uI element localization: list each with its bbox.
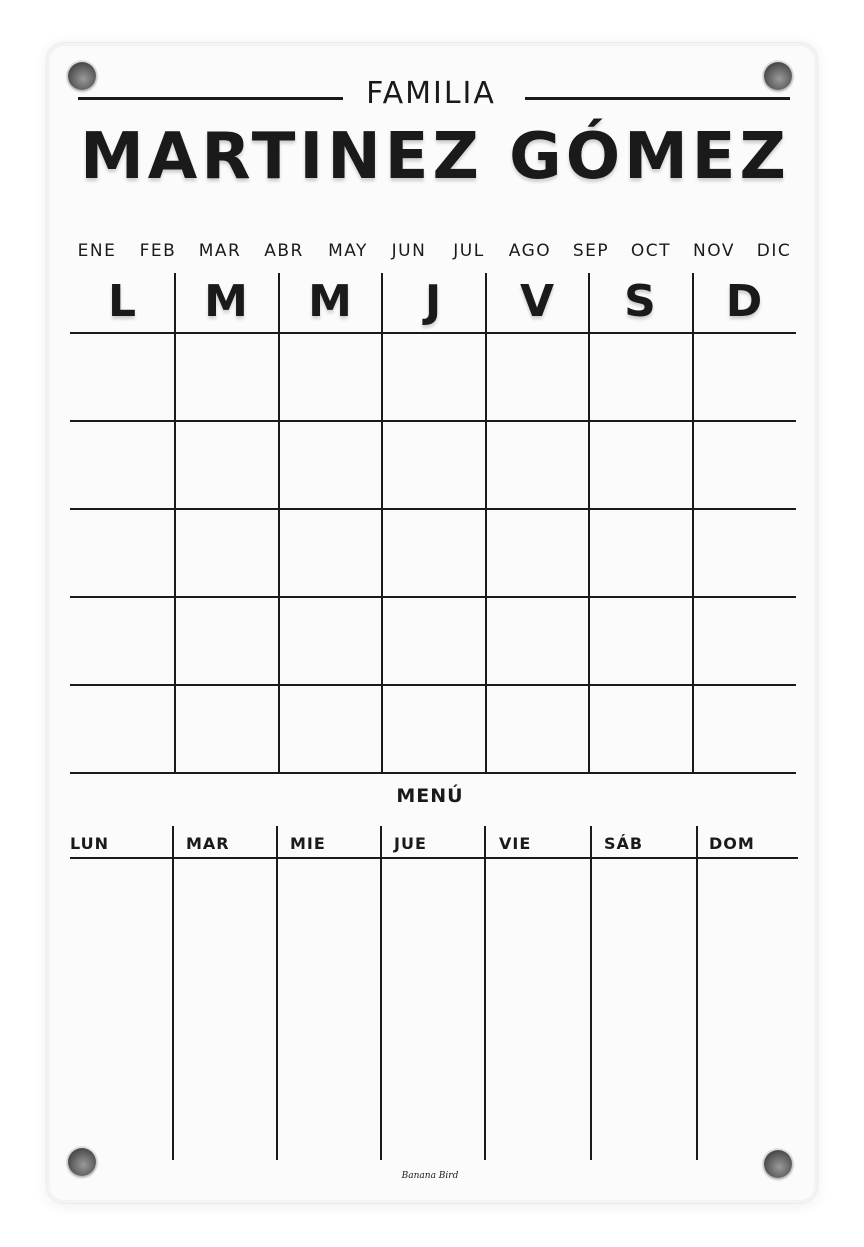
calendar-cell[interactable] [176,510,276,594]
calendar-cell[interactable] [280,686,379,770]
calendar-cell[interactable] [487,598,586,682]
menu-column-line-0 [172,826,174,1160]
calendar-cell[interactable] [487,686,586,770]
menu-column-line-1 [276,826,278,1160]
menu-column-line-3 [484,826,486,1160]
weekday-header-1: M [204,276,248,327]
month-label-dic: DIC [756,241,792,261]
header-rule-right [525,97,790,100]
month-label-abr: ABR [264,241,304,261]
calendar-cell[interactable] [280,334,379,418]
menu-header-rule [70,857,798,859]
month-label-feb: FEB [139,241,177,261]
weekday-header-6: D [725,276,763,327]
calendar-cell[interactable] [280,598,379,682]
weekday-header-0: L [107,276,137,327]
calendar-cell[interactable] [694,686,793,770]
calendar-cell[interactable] [280,510,379,594]
menu-day-6: DOM [709,834,755,853]
weekday-header-2: M [308,276,352,327]
brand-mark: Banana Bird [401,1171,459,1181]
calendar-cell[interactable] [694,422,793,506]
calendar-cell[interactable] [383,510,483,594]
month-label-ene: ENE [77,241,117,261]
screw-top-left [68,62,96,90]
menu-day-5: SÁB [604,834,644,853]
month-label-jul: JUL [453,241,485,261]
menu-day-0: LUN [70,834,110,853]
family-subtitle: FAMILIA [366,76,496,111]
calendar-cell[interactable] [694,598,793,682]
month-label-ago: AGO [508,241,552,261]
calendar-cell[interactable] [487,510,586,594]
calendar-cell[interactable] [590,334,690,418]
calendar-cell[interactable] [72,510,172,594]
menu-day-2: MIE [290,834,326,853]
weekday-header-4: V [519,276,555,327]
calendar-cell[interactable] [72,334,172,418]
family-name-title: MARTINEZ GÓMEZ [80,120,790,194]
month-label-jun: JUN [391,241,427,261]
menu-day-4: VIE [499,834,532,853]
weekday-header-5: S [624,276,656,327]
screw-top-right [764,62,792,90]
menu-day-3: JUE [394,834,427,853]
calendar-cell[interactable] [694,334,793,418]
screw-bottom-left [68,1148,96,1176]
calendar-cell[interactable] [72,598,172,682]
calendar-cell[interactable] [176,598,276,682]
menu-day-1: MAR [186,834,230,853]
calendar-cell[interactable] [590,598,690,682]
calendar-cell[interactable] [383,598,483,682]
calendar-cell[interactable] [72,422,172,506]
calendar-cell[interactable] [694,510,793,594]
calendar-cell[interactable] [383,334,483,418]
calendar-cell[interactable] [176,334,276,418]
calendar-cell[interactable] [590,510,690,594]
menu-column-line-4 [590,826,592,1160]
calendar-cell[interactable] [176,686,276,770]
calendar-hline-5 [70,772,796,774]
calendar-cell[interactable] [487,334,586,418]
menu-column-line-2 [380,826,382,1160]
month-label-mar: MAR [198,241,242,261]
calendar-cell[interactable] [176,422,276,506]
calendar-cell[interactable] [487,422,586,506]
menu-title: MENÚ [396,785,464,807]
weekday-header-3: J [424,276,442,327]
calendar-cell[interactable] [72,686,172,770]
calendar-cell[interactable] [383,686,483,770]
screw-bottom-right [764,1150,792,1178]
calendar-cell[interactable] [280,422,379,506]
menu-column-line-5 [696,826,698,1160]
month-label-may: MAY [328,241,368,261]
calendar-cell[interactable] [590,686,690,770]
month-label-nov: NOV [693,241,735,261]
month-label-oct: OCT [630,241,672,261]
calendar-cell[interactable] [590,422,690,506]
month-label-sep: SEP [572,241,610,261]
calendar-cell[interactable] [383,422,483,506]
